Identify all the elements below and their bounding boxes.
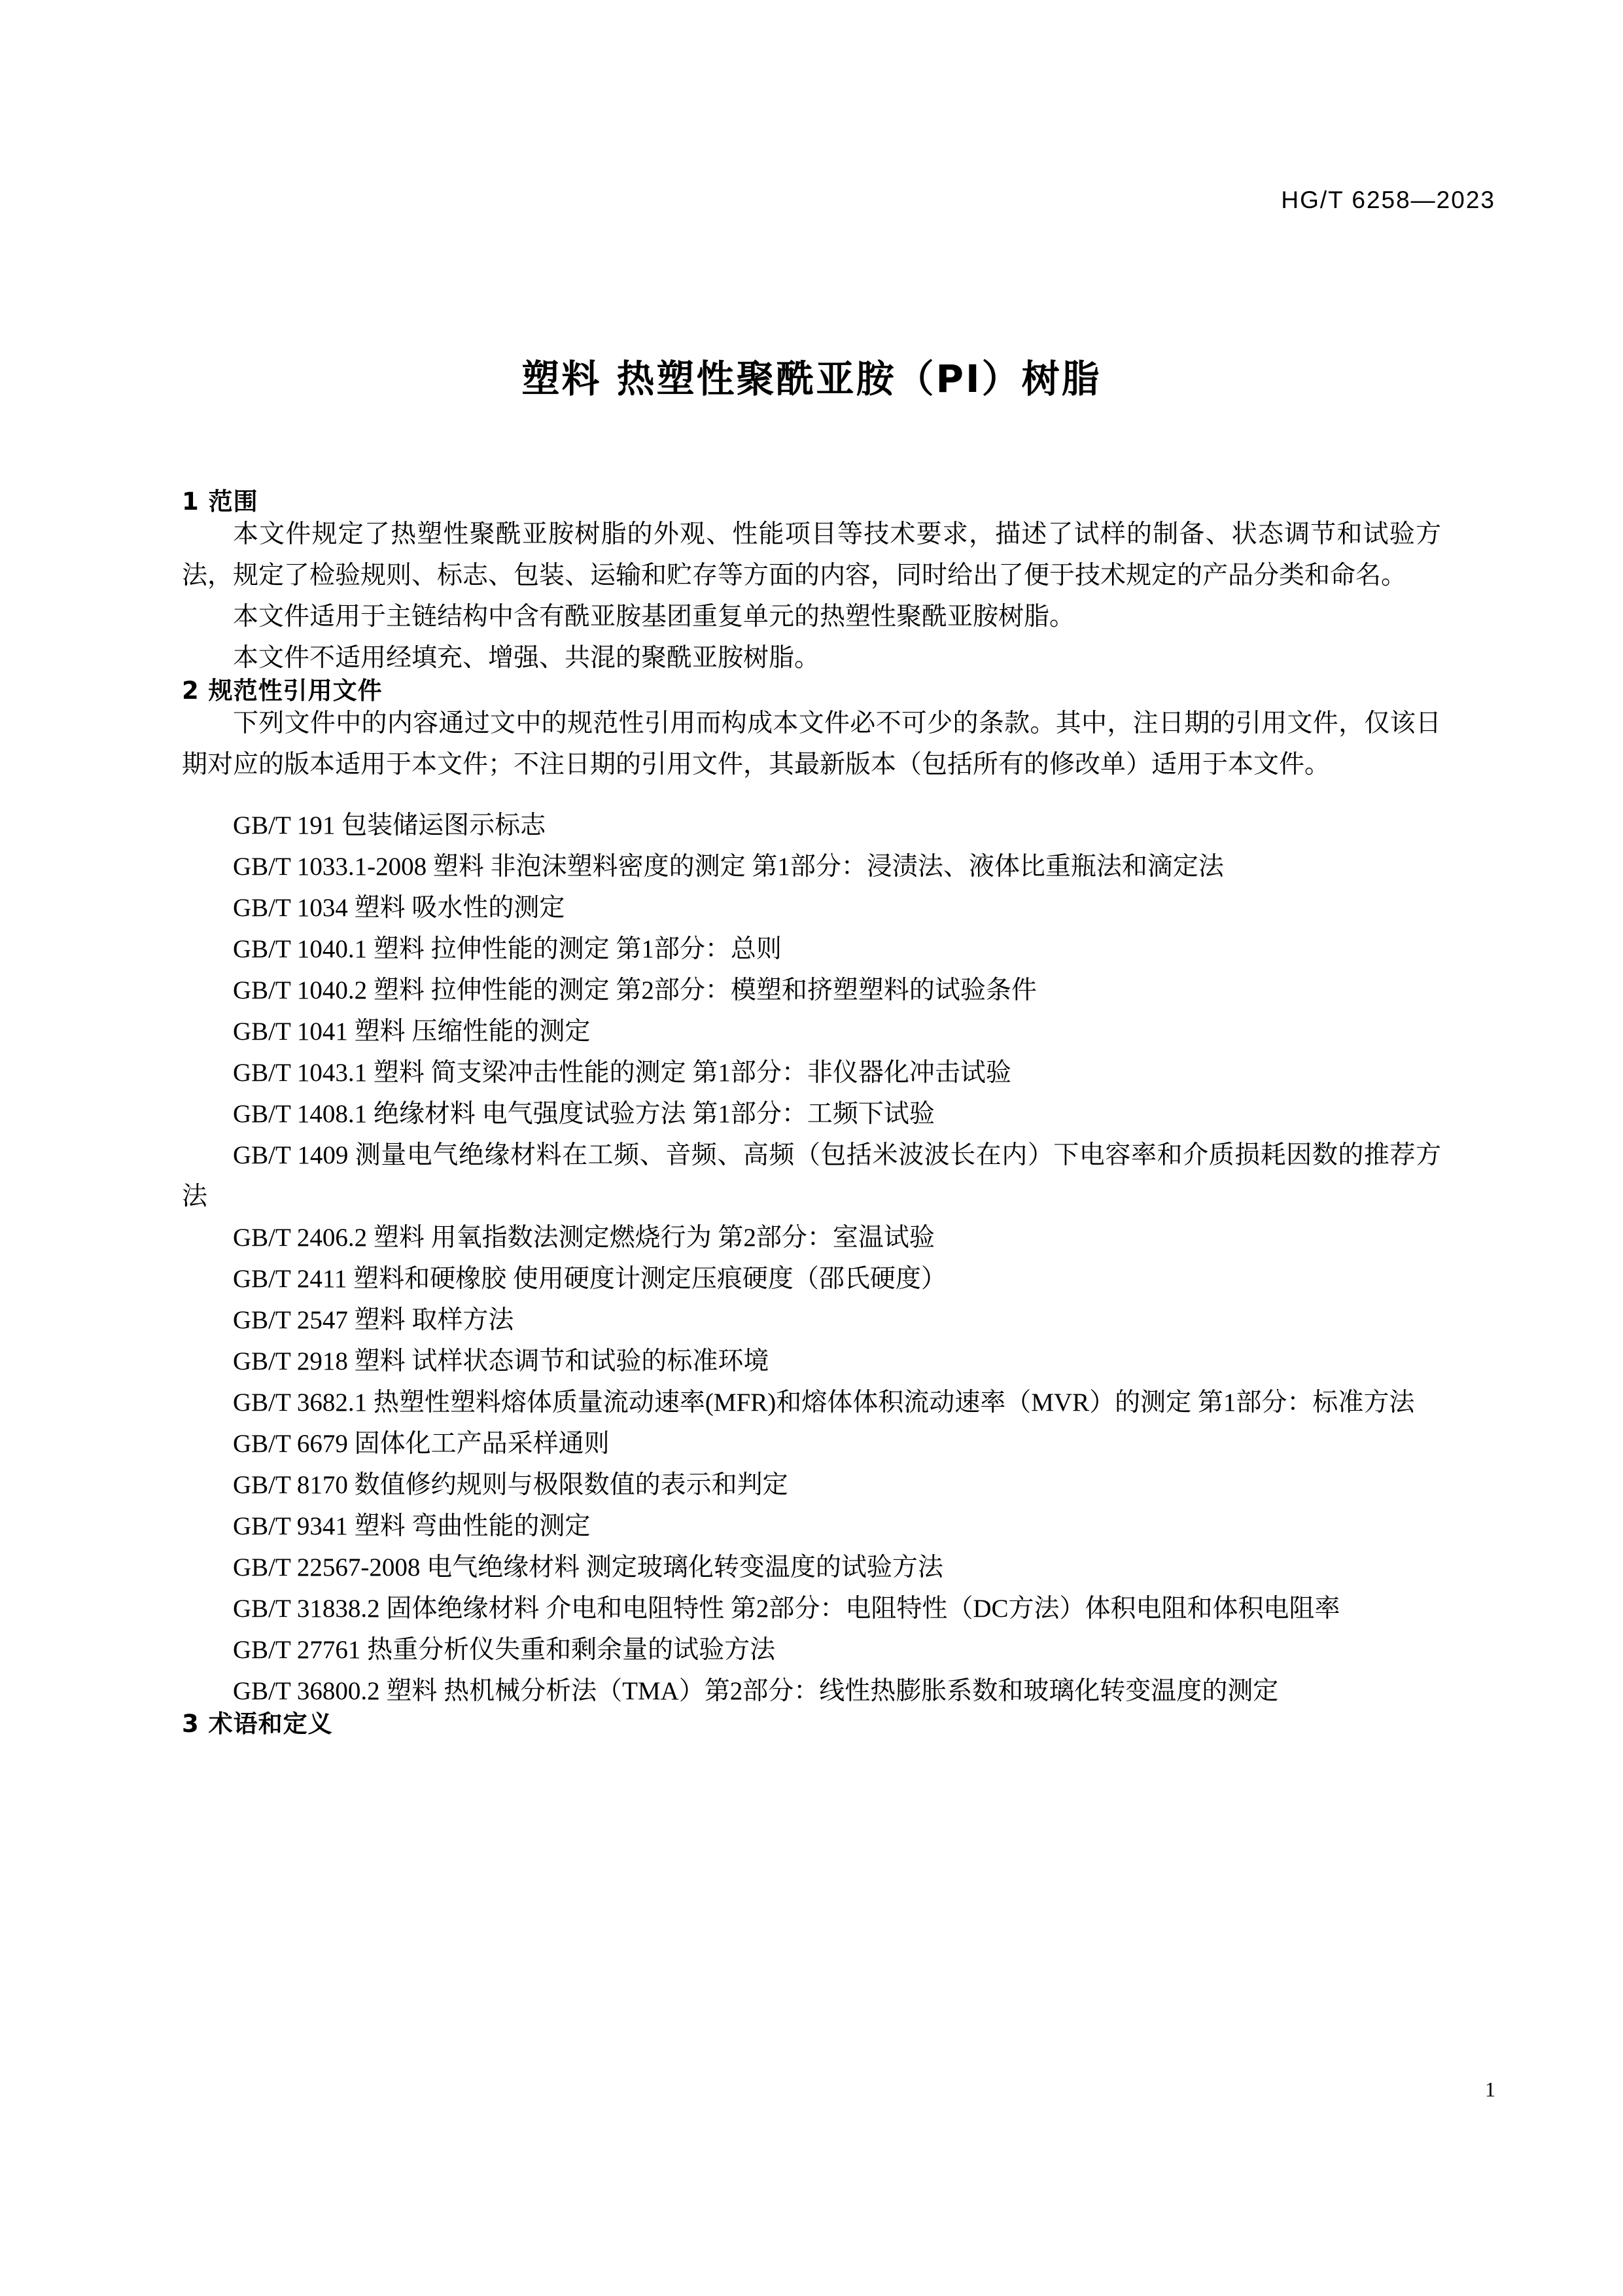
list-item: GB/T 1043.1 塑料 简支梁冲击性能的测定 第1部分：非仪器化冲击试验 <box>233 1059 1011 1087</box>
list-item: GB/T 2411 塑料和硬橡胶 使用硬度计测定压痕硬度（邵氏硬度） <box>233 1265 947 1293</box>
list-item: GB/T 1409 测量电气绝缘材料在工频、音频、高频（包括米波波长在内）下电容率和介质损耗因数的推荐方法 <box>182 1141 1441 1210</box>
document-body <box>182 489 1441 1736</box>
page-number: 1 <box>1485 2077 1495 2101</box>
list-item: GB/T 1040.1 塑料 拉伸性能的测定 第1部分：总则 <box>233 935 782 963</box>
scope-paragraph-1: 本文件规定了热塑性聚酰亚胺树脂的外观、性能项目等技术要求，描述了试样的制备、状态调节和试验方法，规定了检验规则、标志、包装、运输和贮存等方面的内容，同时给出了便于技术规定的产品分类和命名。 <box>182 520 1441 590</box>
list-item: GB/T 1034 塑料 吸水性的测定 <box>233 894 565 922</box>
list-item: GB/T 191 包装储运图示标志 <box>233 811 546 839</box>
list-item: GB/T 1041 塑料 压缩性能的测定 <box>233 1017 591 1046</box>
list-item: GB/T 36800.2 塑料 热机械分析法（TMA）第2部分：线性热膨胀系数和玻璃化转变温度的测定 <box>233 1677 1279 1705</box>
list-item: GB/T 2918 塑料 试样状态调节和试验的标准环境 <box>233 1347 769 1375</box>
list-item: GB/T 1033.1-2008 塑料 非泡沫塑料密度的测定 第1部分：浸渍法、液体比重瓶法和滴定法 <box>233 853 1224 881</box>
list-item: GB/T 27761 热重分析仪失重和剩余量的试验方法 <box>233 1636 776 1664</box>
scope-paragraph-3: 本文件不适用经填充、增强、共混的聚酰亚胺树脂。 <box>233 644 820 672</box>
list-item: GB/T 1040.2 塑料 拉伸性能的测定 第2部分：模塑和挤塑塑料的试验条件 <box>233 976 1037 1004</box>
normative-references-intro: 下列文件中的内容通过文中的规范性引用而构成本文件必不可少的条款。其中，注日期的引用文件，仅该日期对应的版本适用于本文件；不注日期的引用文件，其最新版本（包括所有的修改单）适用于本文件。 <box>182 709 1441 779</box>
list-item: GB/T 8170 数值修约规则与极限数值的表示和判定 <box>233 1471 788 1499</box>
page-header <box>0 186 1495 214</box>
list-item: GB/T 6679 固体化工产品采样通则 <box>233 1430 610 1458</box>
list-item: GB/T 2547 塑料 取样方法 <box>233 1306 514 1334</box>
scope-paragraph-2: 本文件适用于主链结构中含有酰亚胺基团重复单元的热塑性聚酰亚胺树脂。 <box>233 603 1075 631</box>
list-item: GB/T 9341 塑料 弯曲性能的测定 <box>233 1512 591 1540</box>
section-heading-terms-and-definitions: 3 术语和定义 <box>182 1710 333 1738</box>
list-item: GB/T 3682.1 热塑性塑料熔体质量流动速率(MFR)和熔体体积流动速率（MVR）的测定 第1部分：标准方法 <box>233 1388 1415 1417</box>
section-heading-scope: 1 范围 <box>182 487 258 516</box>
section-heading-normative-references: 2 规范性引用文件 <box>182 677 383 705</box>
list-item: GB/T 22567-2008 电气绝缘材料 测定玻璃化转变温度的试验方法 <box>233 1553 943 1581</box>
document-title: 塑料 热塑性聚酰亚胺（PI）树脂 <box>521 357 1102 401</box>
list-item: GB/T 31838.2 固体绝缘材料 介电和电阻特性 第2部分：电阻特性（DC方法）体积电阻和体积电阻率 <box>233 1595 1340 1623</box>
standard-number: HG/T 6258—2023 <box>1281 186 1495 213</box>
list-item: GB/T 1408.1 绝缘材料 电气强度试验方法 第1部分：工频下试验 <box>233 1100 935 1128</box>
list-item: GB/T 2406.2 塑料 用氧指数法测定燃烧行为 第2部分：室温试验 <box>233 1224 935 1252</box>
normative-reference-list <box>182 805 1441 1712</box>
